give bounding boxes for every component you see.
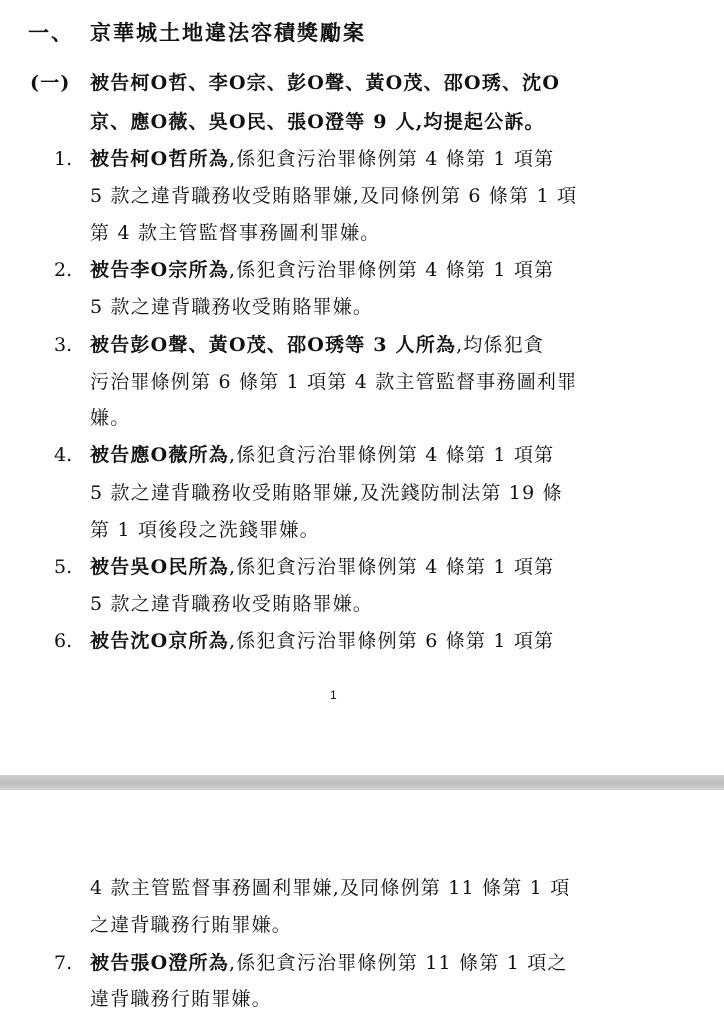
item-line bbox=[90, 555, 554, 579]
page-number: 1 bbox=[330, 688, 337, 702]
item-line-rest: ,係犯貪污治罪條例第 4 條第 1 項第 bbox=[228, 148, 555, 170]
item-lead: 被告吳O民所為 bbox=[90, 556, 229, 578]
item-line bbox=[90, 629, 554, 653]
item-lead: 被告柯O哲所為 bbox=[90, 148, 229, 170]
item-line: 5 款之違背職務收受賄賂罪嫌,及同條例第 6 條第 1 項 bbox=[90, 185, 578, 207]
item-line: 5 款之違背職務收受賄賂罪嫌。 bbox=[90, 296, 374, 318]
item-number: 2. bbox=[54, 259, 73, 281]
item-line-rest: ,係犯貪污治罪條例第 4 條第 1 項第 bbox=[228, 444, 555, 466]
item-line: 嫌。 bbox=[90, 407, 131, 429]
item-line bbox=[90, 443, 554, 467]
item-number: 7. bbox=[54, 952, 73, 974]
item-line bbox=[90, 333, 544, 357]
item-line: 之違背職務行賄罪嫌。 bbox=[90, 914, 293, 936]
item-lead: 被告李O宗所為 bbox=[90, 259, 229, 281]
item-line: 5 款之違背職務收受賄賂罪嫌。 bbox=[90, 593, 374, 615]
item-line: 第 4 款主管監督事務圖利罪嫌。 bbox=[90, 222, 381, 244]
item-lead: 被告張O澄所為 bbox=[90, 952, 229, 974]
item-line bbox=[90, 147, 554, 171]
subsection-marker: (一) bbox=[30, 72, 71, 94]
item-line bbox=[90, 951, 568, 975]
item-line: 第 1 項後段之洗錢罪嫌。 bbox=[90, 519, 320, 541]
subsection-line-2: 京、應O薇、吳O民、張O澄等 9 人,均提起公訴。 bbox=[90, 111, 545, 133]
subsection-line-1: 被告柯O哲、李O宗、彭O聲、黃O茂、邵O琇、沈O bbox=[90, 72, 561, 94]
item-number: 6. bbox=[54, 630, 73, 652]
item-number: 5. bbox=[54, 556, 73, 578]
section-number: 一、 bbox=[28, 20, 74, 45]
item-number: 3. bbox=[54, 334, 73, 356]
item-line: 5 款之違背職務收受賄賂罪嫌,及洗錢防制法第 19 條 bbox=[90, 482, 563, 504]
document-page-2 bbox=[0, 790, 724, 1024]
item-lead: 被告沈O京所為 bbox=[90, 630, 229, 652]
item-line-rest: ,係犯貪污治罪條例第 6 條第 1 項第 bbox=[228, 630, 555, 652]
item-number: 1. bbox=[54, 148, 73, 170]
item-lead: 被告彭O聲、黃O茂、邵O琇等 3 人所為 bbox=[90, 334, 457, 356]
item-line-rest: ,係犯貪污治罪條例第 11 條第 1 項之 bbox=[228, 952, 568, 974]
item-line: 污治罪條例第 6 條第 1 項第 4 款主管監督事務圖利罪 bbox=[90, 371, 578, 393]
item-line-rest: ,係犯貪污治罪條例第 4 條第 1 項第 bbox=[228, 259, 555, 281]
item-line: 4 款主管監督事務圖利罪嫌,及同條例第 11 條第 1 項 bbox=[90, 877, 571, 899]
page-separator bbox=[0, 775, 724, 790]
item-number: 4. bbox=[54, 444, 73, 466]
item-lead: 被告應O薇所為 bbox=[90, 444, 229, 466]
item-line-rest: ,係犯貪污治罪條例第 4 條第 1 項第 bbox=[228, 556, 555, 578]
item-line: 違背職務行賄罪嫌。 bbox=[90, 988, 272, 1010]
section-title: 京華城土地違法容積獎勵案 bbox=[90, 20, 366, 45]
item-line-rest: ,均係犯貪 bbox=[456, 334, 545, 356]
item-line bbox=[90, 258, 554, 282]
